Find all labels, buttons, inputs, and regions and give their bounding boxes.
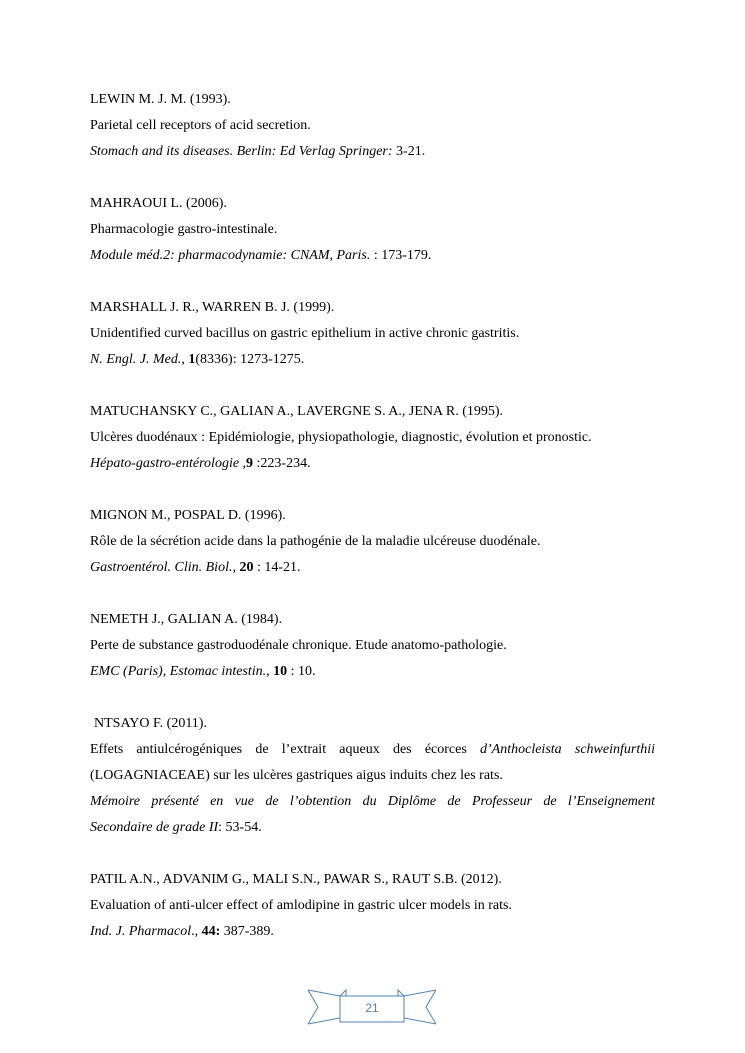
source-volume: 9 xyxy=(246,456,254,471)
source-journal: EMC (Paris), Estomac intestin., xyxy=(90,664,270,679)
source-pages: : 53-54. xyxy=(218,820,262,835)
source-journal: Module méd.2: pharmacodynamie: CNAM, Paris. xyxy=(90,248,371,263)
species-name: d’Anthocleista schweinfurthii xyxy=(480,742,655,757)
source-journal: Ind. J. Pharmacol xyxy=(90,924,192,939)
source-volume: 10 xyxy=(273,664,288,679)
reference-entry xyxy=(90,503,655,581)
reference-entry xyxy=(90,867,655,945)
source-pages: :223-234. xyxy=(253,456,311,471)
source-pages: : 173-179. xyxy=(370,248,432,263)
reference-entry xyxy=(90,399,655,477)
reference-title: Rôle de la sécrétion acide dans la pathogénie de la maladie ulcéreuse duodénale. xyxy=(90,534,541,549)
reference-source xyxy=(90,789,655,815)
reference-title: Evaluation of anti-ulcer effect of amlodipine in gastric ulcer models in rats. xyxy=(90,898,512,913)
source-pages: : 14-21. xyxy=(253,560,301,575)
reference-list xyxy=(90,87,655,971)
reference-authors xyxy=(90,711,655,737)
reference-authors: NEMETH J., GALIAN A. (1984). xyxy=(90,612,283,627)
source-journal: Hépato-gastro-entérologie xyxy=(90,456,240,471)
reference-entry xyxy=(90,607,655,685)
reference-authors: MARSHALL J. R., WARREN B. J. (1999). xyxy=(90,300,335,315)
source-pages: (8336): 1273-1275. xyxy=(195,352,305,367)
reference-source xyxy=(90,139,655,165)
reference-source-continued xyxy=(90,815,655,841)
page-number: 21 xyxy=(365,1001,379,1015)
reference-source xyxy=(90,347,655,373)
reference-title: Parietal cell receptors of acid secretion. xyxy=(90,118,311,133)
source-separator: ., xyxy=(191,924,202,939)
source-pages: 3-21. xyxy=(392,144,426,159)
reference-entry xyxy=(90,87,655,165)
authors-text: NTSAYO F. (2011). xyxy=(94,716,207,731)
reference-title: Pharmacologie gastro-intestinale. xyxy=(90,222,278,237)
reference-entry xyxy=(90,191,655,269)
source-volume: 20 xyxy=(239,560,254,575)
reference-entry xyxy=(90,295,655,373)
reference-source xyxy=(90,659,655,685)
reference-title: Ulcères duodénaux : Epidémiologie, physiopathologie, diagnostic, évolution et pronostic. xyxy=(90,430,592,445)
reference-authors: MIGNON M., POSPAL D. (1996). xyxy=(90,508,286,523)
source-journal: Stomach and its diseases. Berlin: Ed Verlag Springer: xyxy=(90,144,393,159)
source-pages: : 10. xyxy=(287,664,316,679)
source-thesis: Mémoire présenté en vue de l’obtention du Diplôme de Professeur de l’Enseignement xyxy=(90,794,655,809)
reference-source xyxy=(90,555,655,581)
reference-title: Unidentified curved bacillus on gastric epithelium in active chronic gastritis. xyxy=(90,326,520,341)
reference-authors: PATIL A.N., ADVANIM G., MALI S.N., PAWAR S., RAUT S.B. (2012). xyxy=(90,872,502,887)
source-thesis-grade: Secondaire de grade II xyxy=(90,820,219,835)
reference-authors: LEWIN M. J. M. (1993). xyxy=(90,92,231,107)
source-volume: 44: xyxy=(201,924,221,939)
source-journal: Gastroentérol. Clin. Biol., xyxy=(90,560,236,575)
source-separator: , xyxy=(239,456,247,471)
title-text: Effets antiulcérogéniques de l’extrait aqueux des écorces xyxy=(90,742,481,757)
source-separator: , xyxy=(181,352,189,367)
reference-title: Perte de substance gastroduodénale chronique. Etude anatomo-pathologie. xyxy=(90,638,507,653)
reference-source xyxy=(90,919,655,945)
source-volume: 1 xyxy=(188,352,196,367)
source-pages: 387-389. xyxy=(220,924,274,939)
reference-authors: MATUCHANSKY C., GALIAN A., LAVERGNE S. A., JENA R. (1995). xyxy=(90,404,504,419)
page-footer xyxy=(308,988,436,1026)
reference-authors: MAHRAOUI L. (2006). xyxy=(90,196,227,211)
reference-entry xyxy=(90,711,655,841)
reference-title-continued: (LOGAGNIACEAE) sur les ulcères gastriques aigus induits chez les rats. xyxy=(90,768,503,783)
source-journal: N. Engl. J. Med. xyxy=(90,352,182,367)
reference-source xyxy=(90,451,655,477)
reference-source xyxy=(90,243,655,269)
reference-title xyxy=(90,737,655,763)
